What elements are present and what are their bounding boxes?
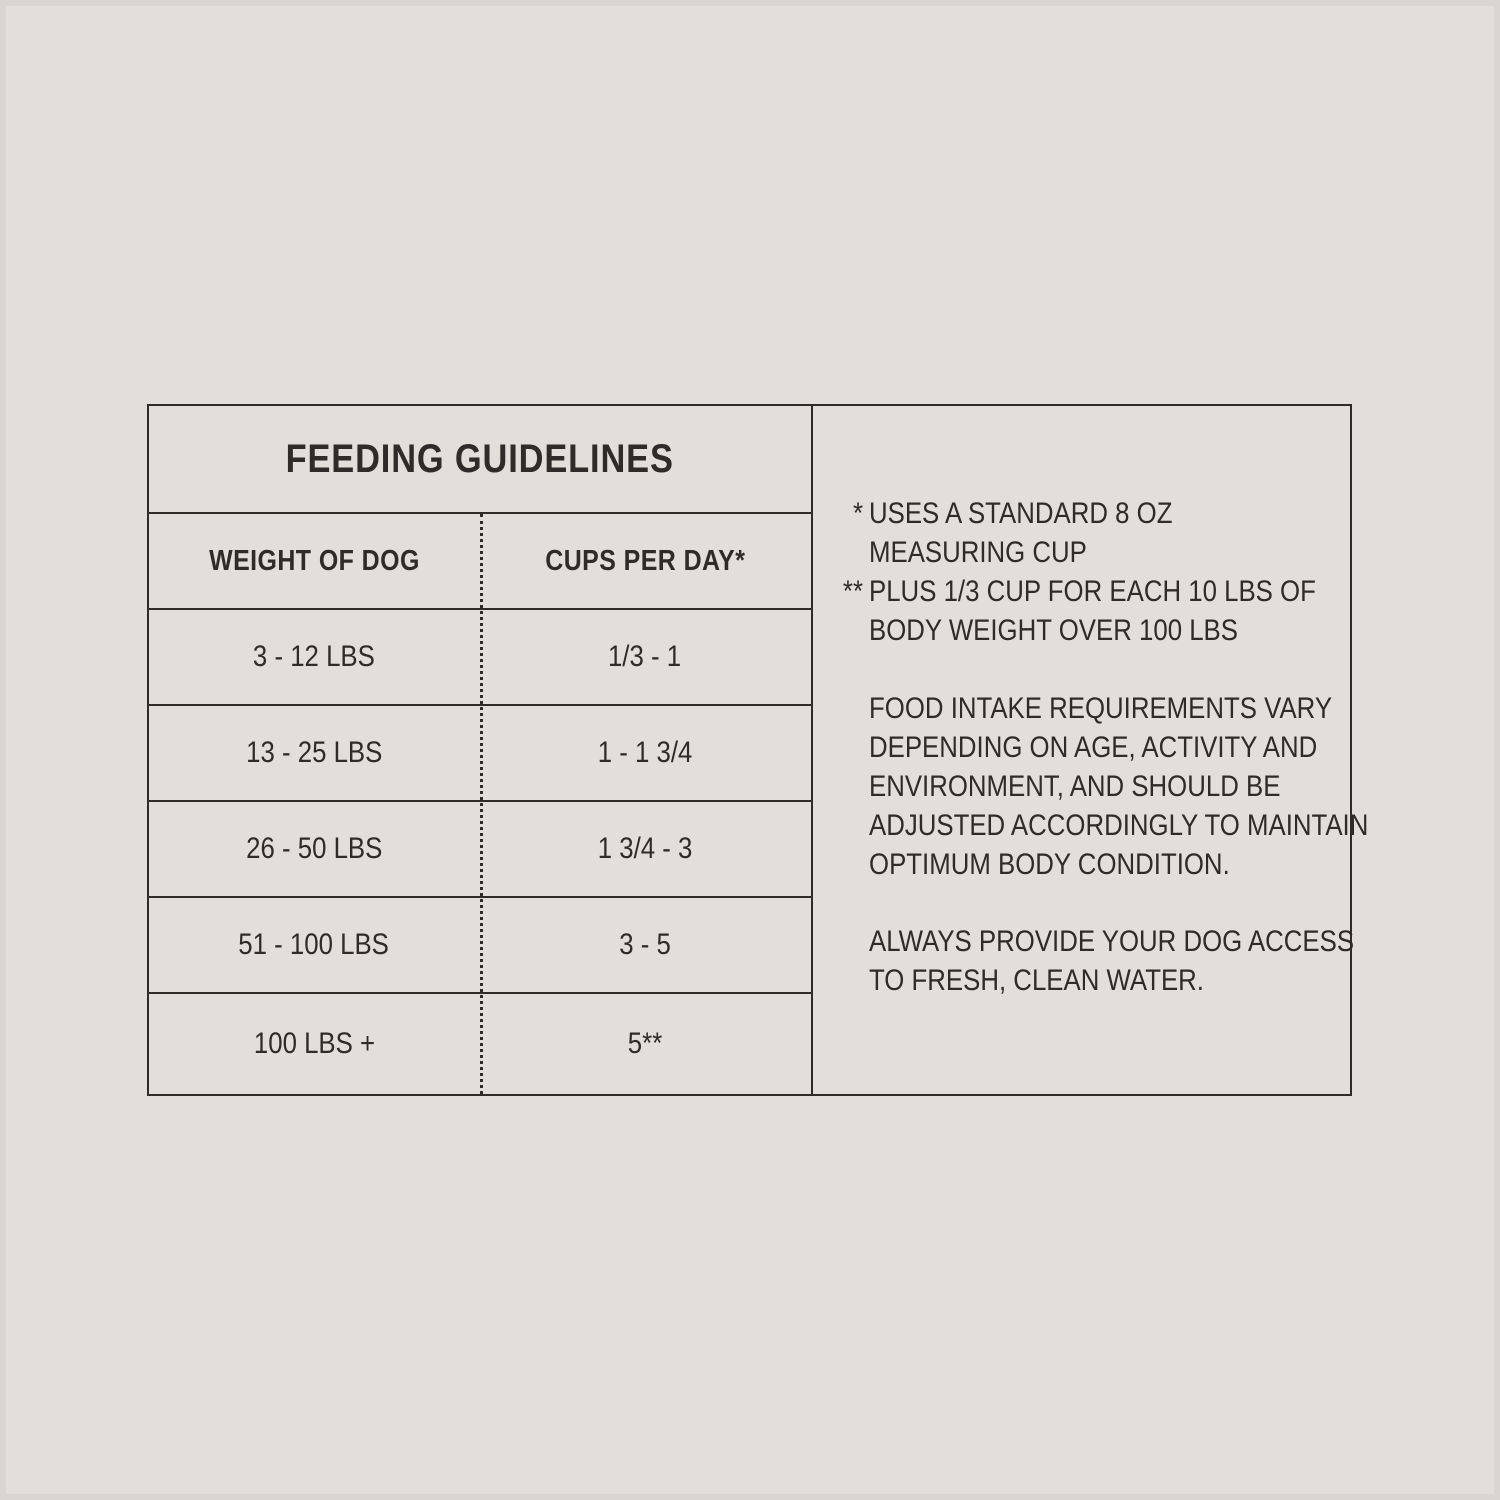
footnote-text: BODY WEIGHT OVER 100 LBS (869, 614, 1238, 647)
table-title: FEEDING GUIDELINES (285, 436, 675, 481)
weight-header: WEIGHT OF DOG (208, 544, 420, 577)
weight-cell: 100 LBS + (253, 1026, 375, 1060)
footnote-text: MEASURING CUP (869, 536, 1087, 569)
weight-cell: 3 - 12 LBS (253, 640, 375, 673)
title-row (149, 406, 811, 514)
notes-section (813, 406, 1369, 1094)
cups-cell: 1 - 1 3/4 (597, 736, 693, 769)
weight-cell: 51 - 100 LBS (238, 928, 390, 961)
cups-cell: 1 3/4 - 3 (597, 832, 693, 865)
paragraph-text: ENVIRONMENT, AND SHOULD BE (869, 770, 1281, 803)
paragraph-text: TO FRESH, CLEAN WATER. (869, 964, 1204, 997)
paragraph-text: ADJUSTED ACCORDINGLY TO MAINTAIN (869, 809, 1369, 842)
cups-cell: 5** (627, 1026, 663, 1060)
weight-cell: 26 - 50 LBS (245, 832, 383, 865)
paragraph-text: DEPENDING ON AGE, ACTIVITY AND (869, 731, 1318, 764)
paragraph-text: FOOD INTAKE REQUIREMENTS VARY (869, 692, 1333, 725)
feeding-guidelines-panel (147, 404, 1369, 1096)
dotted-column-divider (480, 514, 483, 1094)
footnote-marker: ** (842, 575, 863, 608)
cups-cell: 1/3 - 1 (608, 640, 682, 673)
cups-header: CUPS PER DAY* (544, 544, 746, 577)
footnote-text: USES A STANDARD 8 OZ (869, 497, 1173, 530)
paragraph-text: OPTIMUM BODY CONDITION. (869, 848, 1230, 881)
feeding-table (149, 406, 813, 1094)
paragraph-text: ALWAYS PROVIDE YOUR DOG ACCESS (869, 925, 1355, 958)
cups-cell: 3 - 5 (619, 928, 671, 961)
footnote-marker: * (852, 497, 863, 530)
weight-cell: 13 - 25 LBS (245, 736, 383, 769)
footnote-text: PLUS 1/3 CUP FOR EACH 10 LBS OF (869, 575, 1316, 608)
